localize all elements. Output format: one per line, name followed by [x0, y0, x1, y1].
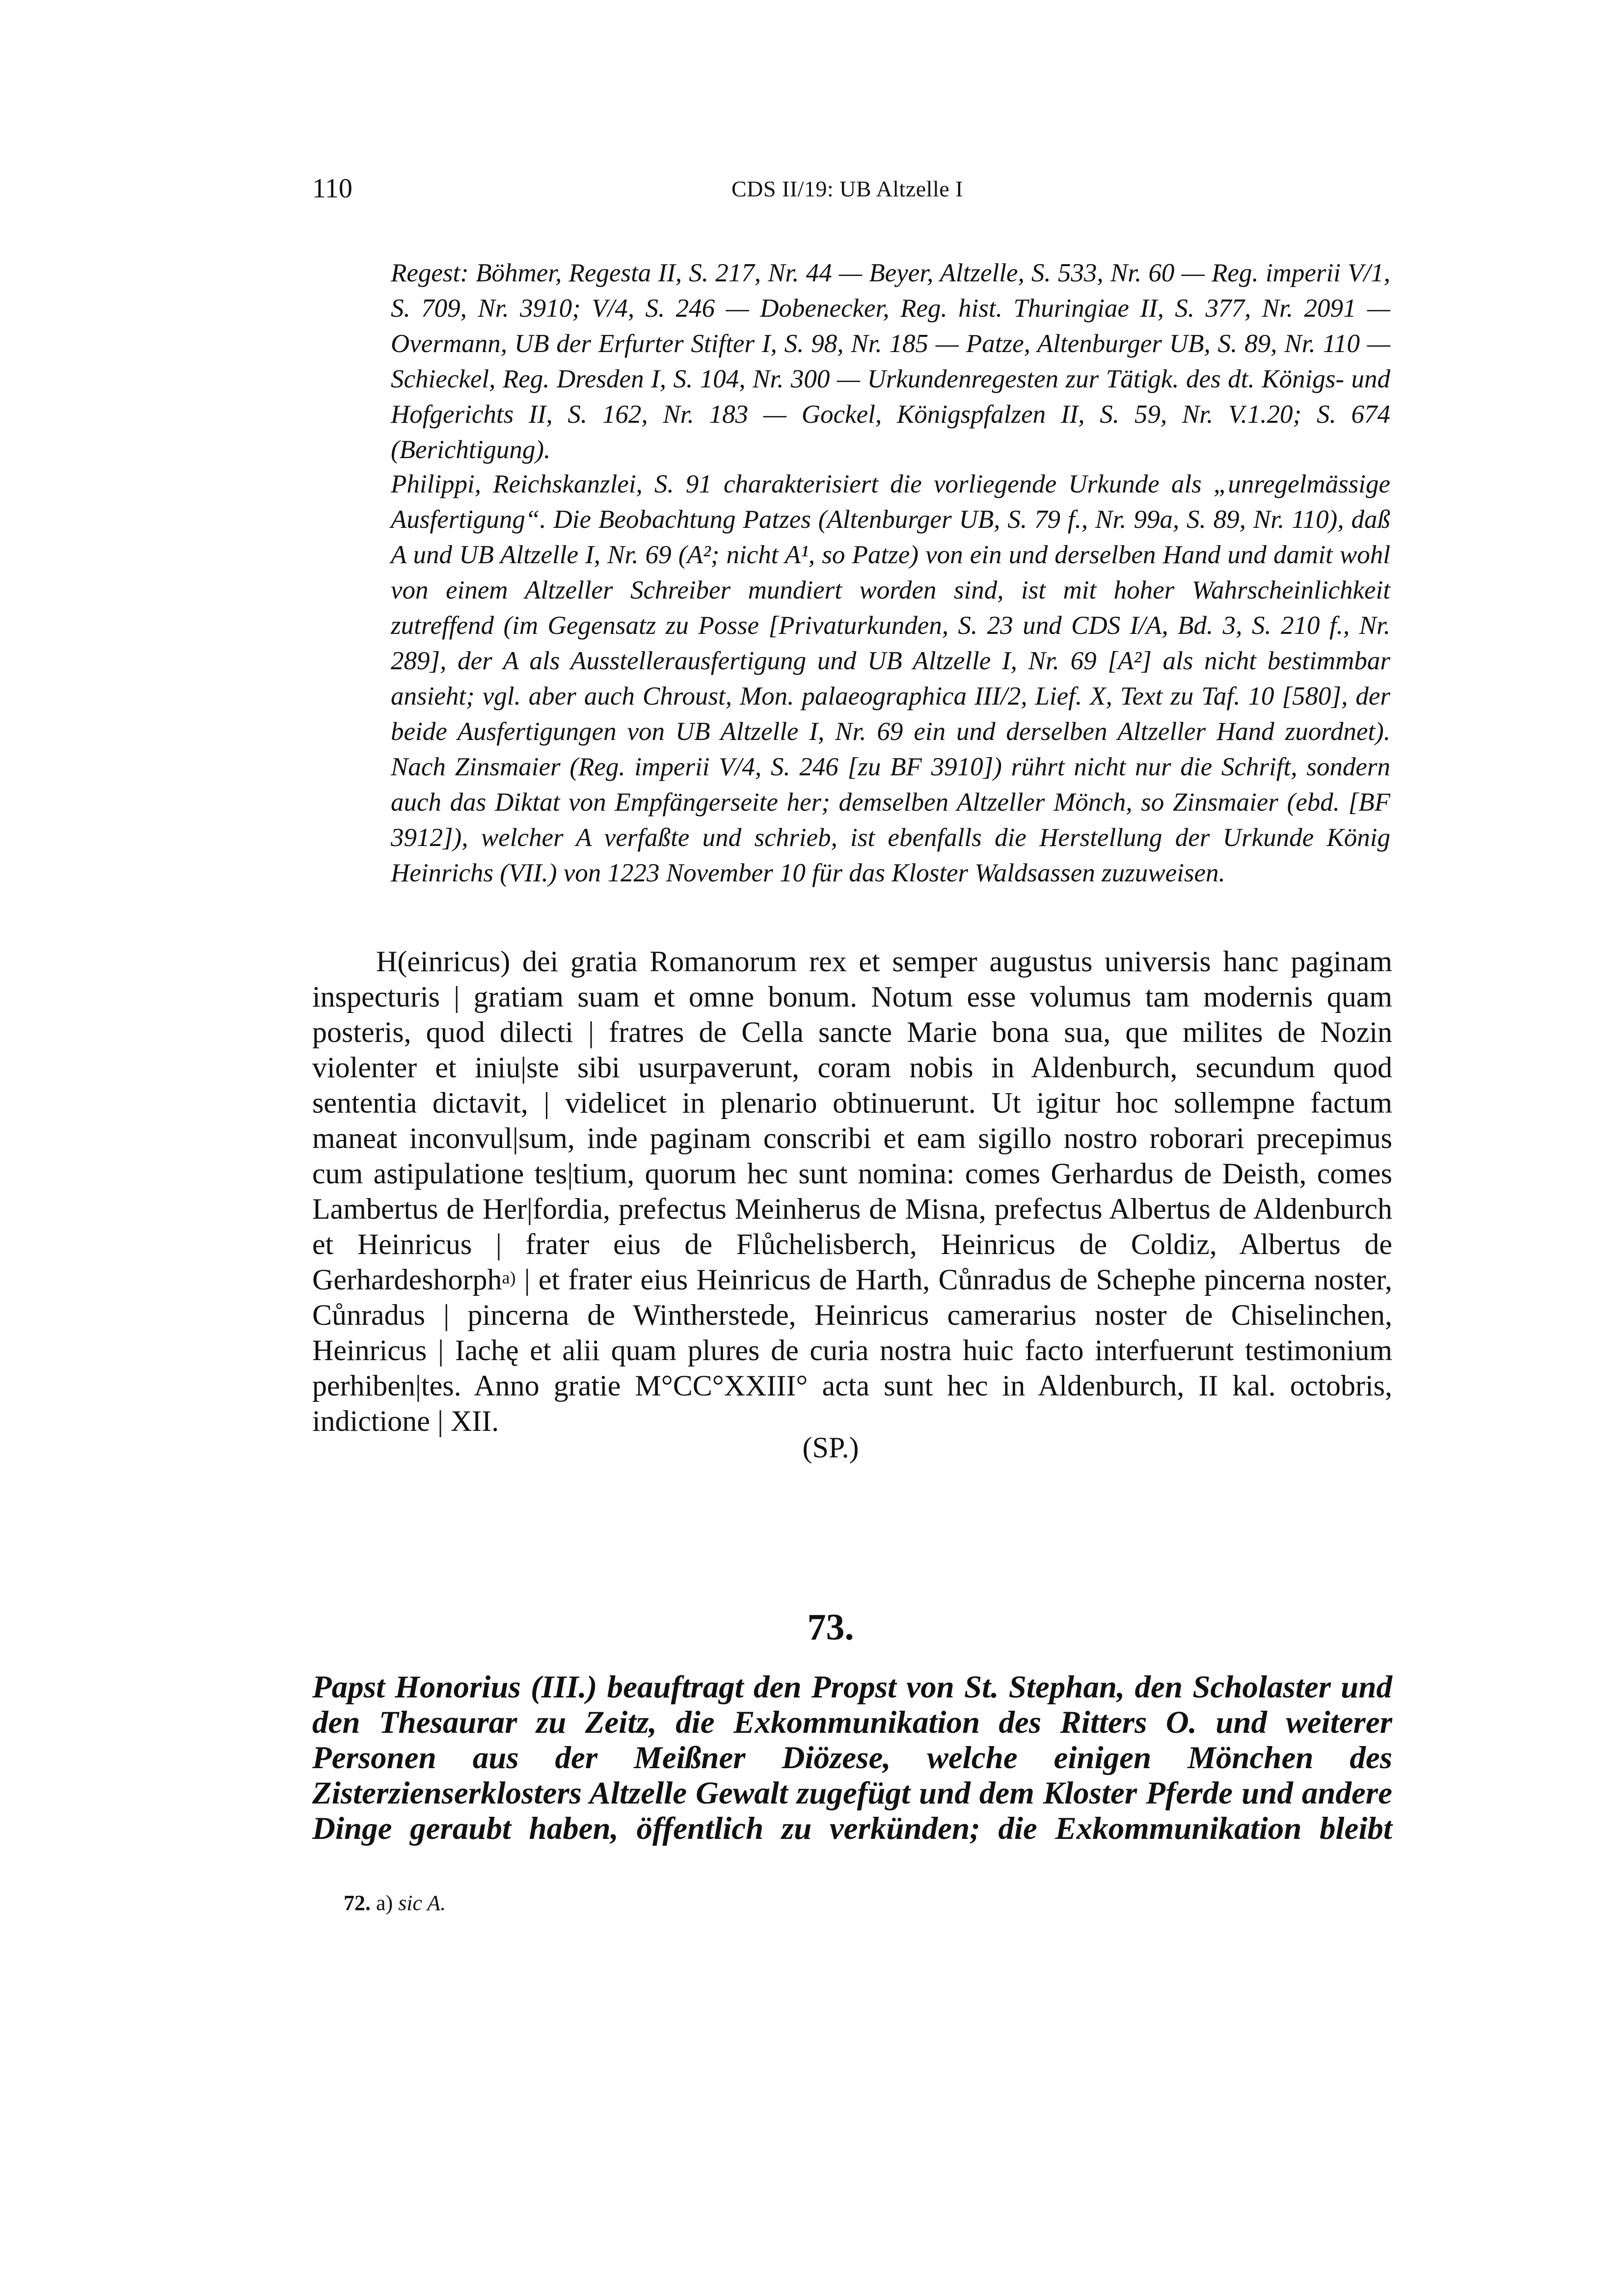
page-number: 110 — [312, 173, 352, 204]
seal-note: (SP.) — [802, 1431, 859, 1464]
regest-paragraph: Regest: Böhmer, Regesta II, S. 217, Nr. 44 — Beyer, Altzelle, S. 533, Nr. 60 — Reg. imperii V/1, S. 709, Nr. 3910; V/4, S. 246 — Dobenecker, Reg. hist. Thuringiae II, S. 377, Nr. 2091 — Overmann, UB der Erfurter Stifter I, S. 98, Nr. 185 — Patze, Altenburger UB, S. 89, Nr. 110 — Schieckel, Reg. Dresden I, S. 104, Nr. 300 — Urkundenregesten zur Tätigk. des dt. Königs- und Hofgerichts II, S. 162, Nr. 183 — Gockel, Königspfalzen II, S. 59, Nr. V.1.20; S. 674 (Berichtigung). — [391, 259, 1390, 464]
footnote-doc-ref: 72. — [344, 1891, 371, 1915]
document-title: Papst Honorius (III.) beauftragt den Propst von St. Stephan, den Scholaster und den Thesaurar zu Zeitz, die Exkommunikation des Ritters O. und weiterer Personen aus der Meißner Diözese, welche einigen Mönchen des Zisterzienserklosters Altzelle Gewalt zugefügt und dem Kloster Pferde und andere Dinge geraubt haben, öffentlich zu verkünden; die Exkommunikation bleibt — [312, 1669, 1392, 1846]
footnote — [344, 1892, 446, 1914]
charter-text — [312, 944, 1392, 1439]
footnote-mark-label: a) — [376, 1891, 393, 1915]
footnote-mark: a) — [502, 1268, 516, 1287]
running-head: CDS II/19: UB Altzelle I — [731, 176, 963, 201]
document-number: 73. — [807, 1607, 854, 1648]
footnote-text: sic A. — [398, 1891, 446, 1915]
charter-text-part2: | et frater eius Heinricus de Harth, Cůnradus de Schephe pincerna noster, Cůnradus | pincerna de Wintherstede, Heinricus camerarius noster de Chiselinchen, Heinricus | Iachę et alii quam plures de curia nostra huic facto interfuerunt testimonium perhiben|tes. Anno gratie M°CC°XXIII° acta sunt hec in Aldenburch, II kal. octobris, indictione | XII. — [312, 1263, 1392, 1437]
charter-paragraph — [312, 944, 1392, 1439]
charter-text-part1: H(einricus) dei gratia Romanorum rex et semper augustus universis hanc paginam inspecturis | gratiam suam et omne bonum. Notum esse volumus tam modernis quam posteris, quod dilecti | fratres de Cella sancte Marie bona sua, que milites de Nozin violenter et iniu|ste sibi usurpaverunt, coram nobis in Aldenburch, secundum quod sententia dictavit, | videlicet in plenario obtinuerunt. Ut igitur hoc sollempne factum maneat inconvul|sum, inde paginam conscribi et eam sigillo nostro roborari precepimus cum astipulatione tes|tium, quorum hec sunt nomina: comes Gerhardus de Deisth, comes Lambertus de Her|fordia, prefectus Meinherus de Misna, prefectus Albertus de Aldenburch et Heinricus | frater eius de Flůchelisberch, Heinricus de Coldiz, Albertus de Gerhardeshorph — [312, 945, 1392, 1296]
commentary-paragraph: Philippi, Reichskanzlei, S. 91 charakterisiert die vorliegende Urkunde als „unregelmässige Ausfertigung“. Die Beobachtung Patzes (Altenburger UB, S. 79 f., Nr. 99a, S. 89, Nr. 110), daß A und UB Altzelle I, Nr. 69 (A²; nicht A¹, so Patze) von ein und derselben Hand und damit wohl von einem Altzeller Schreiber mundiert worden sind, ist mit hoher Wahrscheinlichkeit zutreffend (im Gegensatz zu Posse [Privaturkunden, S. 23 und CDS I/A, Bd. 3, S. 210 f., Nr. 289], der A als Ausstellerausfertigung und UB Altzelle I, Nr. 69 [A²] als nicht bestimmbar ansieht; vgl. aber auch Chroust, Mon. palaeographica III/2, Lief. X, Text zu Taf. 10 [580], der beide Ausfertigungen von UB Altzelle I, Nr. 69 ein und derselben Altzeller Hand zuordnet). Nach Zinsmaier (Reg. imperii V/4, S. 246 [zu BF 3910]) rührt nicht nur die Schrift, sondern auch das Diktat von Empfängerseite her; demselben Altzeller Mönch, so Zinsmaier (ebd. [BF 3912]), welcher A verfaßte und schrieb, ist ebenfalls die Herstellung der Urkunde König Heinrichs (VII.) von 1223 November 10 für das Kloster Waldsassen zuzuweisen. — [391, 470, 1390, 887]
